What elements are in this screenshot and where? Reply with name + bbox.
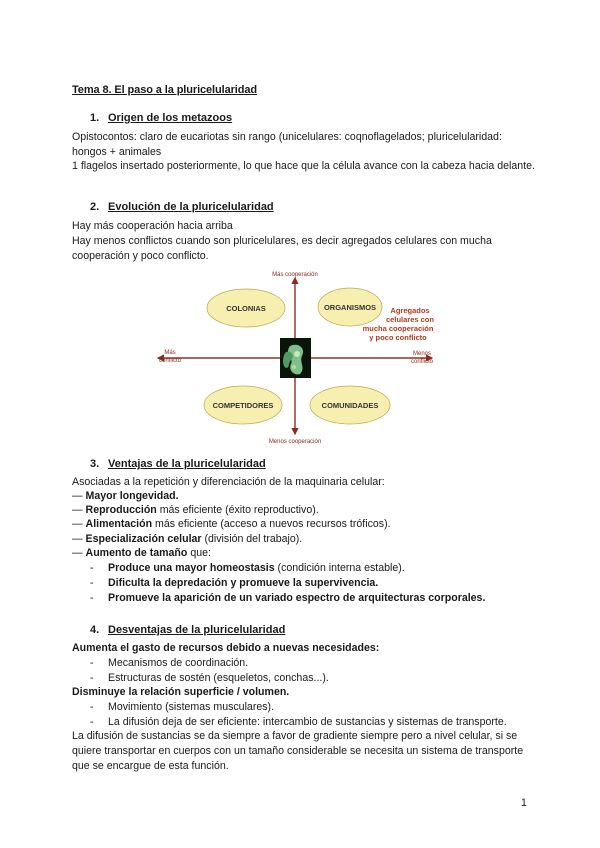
section-4-number: 4. — [90, 624, 100, 636]
section-4-title: Desventajas de la pluricelularidad — [108, 624, 286, 636]
d2s2-dash: - — [90, 716, 94, 728]
advantage-item-1-bold: Mayor longevidad. — [85, 490, 179, 502]
advantage-item-3-bold: Alimentación — [85, 518, 153, 530]
left-axis-label-2: conflicto — [158, 358, 182, 364]
subitem-3-dash: - — [90, 592, 94, 604]
subitem-2-dash: - — [90, 577, 94, 589]
microorganism-image — [280, 338, 311, 378]
advantage-item-5-bold: Aumento de tamaño — [85, 547, 188, 559]
advantage-item-1-dash: — — [72, 490, 83, 502]
section-2-paragraph-1: Hay más cooperación hacia arriba — [72, 220, 233, 232]
disadvantage-1-sub-1 — [90, 656, 248, 671]
section-1-paragraph-2: 1 flagelos insertado posteriormente, lo que hace que la célula avance con la cabeza hacia delante. — [72, 160, 535, 172]
top-axis-label: Más cooperación — [272, 272, 318, 278]
page-number: 1 — [521, 797, 527, 809]
d2s1-dash: - — [90, 701, 94, 713]
advantage-item-3 — [72, 517, 391, 532]
right-axis-label-1: Menos — [412, 351, 432, 357]
d1s1-dash: - — [90, 657, 94, 669]
section-2-heading — [90, 201, 274, 213]
d1s2-text: Estructuras de sostén (esqueletos, conchas...). — [108, 672, 329, 684]
note-line-1: Agregados — [390, 306, 430, 315]
advantage-item-2-text: más eficiente (éxito reproductivo). — [156, 504, 319, 516]
right-axis-label-2: conflicto — [410, 359, 434, 365]
note-line-4: y poco conflicto — [369, 333, 427, 342]
disadvantage-1-sub-2 — [90, 671, 329, 686]
subitem-2-bold: Dificulta la depredación y promueve la supervivencia. — [108, 577, 379, 589]
advantage-subitem-1 — [90, 561, 405, 576]
section-2-paragraph-2: Hay menos conflictos cuando son pluricelulares, es decir agregados celulares con mucha cooperación y poco conflicto. — [72, 235, 492, 262]
document-title: Tema 8. El paso a la pluricelularidad — [72, 84, 257, 96]
subitem-1-text: (condición interna estable). — [274, 562, 405, 574]
advantage-item-4-dash: — — [72, 533, 83, 545]
advantage-item-5-text: que: — [187, 547, 211, 559]
section-3-title: Ventajas de la pluricelularidad — [108, 458, 266, 470]
advantage-subitem-3 — [90, 591, 485, 606]
subitem-1-bold: Produce una mayor homeostasis — [108, 562, 275, 574]
left-axis-label-1: Más — [164, 350, 176, 356]
disadvantage-1: Aumenta el gasto de recursos debido a nuevas necesidades: — [72, 642, 380, 654]
subitem-1-dash: - — [90, 562, 94, 574]
d1s2-dash: - — [90, 672, 94, 684]
advantage-item-5-dash: — — [72, 547, 83, 559]
section-1-number: 1. — [90, 112, 100, 124]
section-3-number: 3. — [90, 458, 100, 470]
section-3-intro: Asociadas a la repetición y diferenciación de la maquinaria celular: — [72, 476, 385, 488]
section-3-heading — [90, 458, 266, 470]
organismos-label: ORGANISMOS — [323, 303, 377, 312]
advantage-item-2-dash: — — [72, 504, 83, 516]
disadvantage-2-sub-1 — [90, 700, 274, 715]
section-2-title: Evolución de la pluricelularidad — [108, 201, 274, 213]
d2s2-text: La difusión deja de ser eficiente: intercambio de sustancias y sistemas de transporte. — [108, 716, 507, 728]
comunidades-label: COMUNIDADES — [321, 401, 379, 410]
competidores-label: COMPETIDORES — [212, 401, 274, 410]
section-1-heading — [90, 112, 232, 124]
section-2-number: 2. — [90, 201, 100, 213]
disadvantage-2-sub-2 — [90, 715, 507, 730]
section-1-paragraph-1: Opistocontos: claro de eucariotas sin rango (unicelulares: coqnoflagelados; pluricelularidad: hongos + animales — [72, 131, 502, 158]
disadvantage-2: Disminuye la relación superficie / volumen. — [72, 686, 290, 698]
bottom-axis-label: Menos cooperación — [268, 439, 322, 445]
subitem-3-bold: Promueve la aparición de un variado espectro de arquitecturas corporales. — [108, 592, 486, 604]
d1s1-text: Mecanismos de coordinación. — [108, 657, 249, 669]
cooperation-conflict-diagram — [140, 264, 460, 448]
note-line-2: celulares con — [386, 315, 434, 324]
advantage-item-2 — [72, 503, 319, 518]
section-4-paragraph: La difusión de sustancias se da siempre a favor de gradiente siempre pero a nivel celular, si se quiere transportar en cuerpos con un tamaño considerable se necesita un sistema de transporte que se encargue de esta función. — [72, 730, 524, 772]
advantage-item-3-text: más eficiente (acceso a nuevos recursos tróficos). — [152, 518, 391, 530]
d2s1-text: Movimiento (sistemas musculares). — [108, 701, 275, 713]
section-1-title: Origen de los metazoos — [108, 112, 233, 124]
advantage-item-2-bold: Reproducción — [85, 504, 157, 516]
section-4-heading — [90, 624, 285, 636]
advantage-subitem-2 — [90, 576, 378, 591]
note-line-3: mucha cooperación — [362, 324, 434, 333]
colonias-label: COLONIAS — [226, 304, 266, 313]
advantage-item-4-text: (división del trabajo). — [201, 533, 303, 545]
advantage-item-1 — [72, 489, 179, 504]
advantage-item-5 — [72, 546, 211, 561]
advantage-item-4 — [72, 532, 302, 547]
advantage-item-3-dash: — — [72, 518, 83, 530]
advantage-item-4-bold: Especialización celular — [85, 533, 202, 545]
